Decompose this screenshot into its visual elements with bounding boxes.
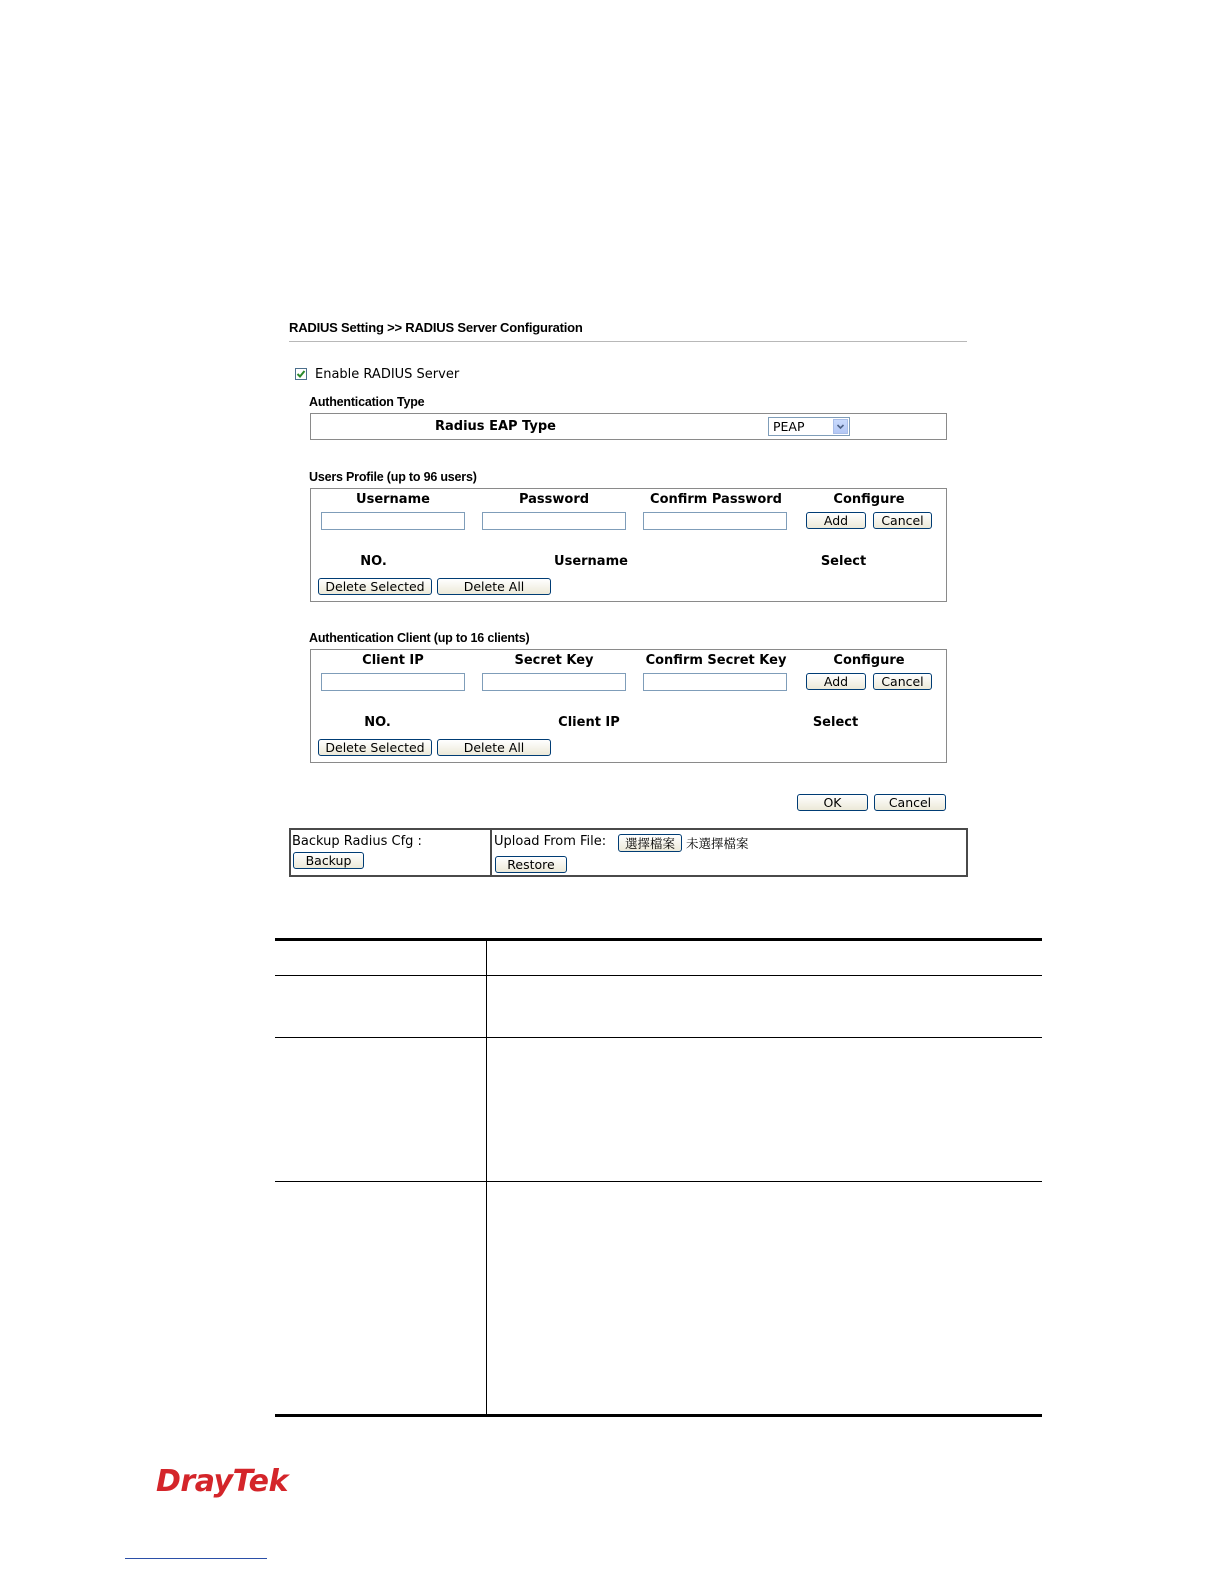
- eap-type-value: PEAP: [773, 419, 805, 434]
- confirm-secret-key-header: Confirm Secret Key: [645, 653, 787, 668]
- password-header: Password: [518, 492, 590, 507]
- confirm-password-header: Confirm Password: [650, 492, 782, 507]
- client-ip-header: Client IP: [362, 653, 424, 668]
- title-divider: [289, 341, 967, 342]
- doc-table-header-rule: [275, 975, 1042, 976]
- users-no-header: NO.: [360, 554, 387, 569]
- page-title: RADIUS Setting >> RADIUS Server Configuration: [289, 320, 583, 335]
- users-delete-all-button[interactable]: Delete All: [437, 578, 551, 595]
- users-profile-box: [310, 488, 947, 602]
- cancel-client-button[interactable]: Cancel: [873, 673, 932, 690]
- enable-radius-checkbox[interactable]: [295, 368, 307, 380]
- cancel-user-button[interactable]: Cancel: [873, 512, 932, 529]
- footer-rule: [125, 1558, 267, 1559]
- chevron-down-icon[interactable]: [833, 419, 848, 434]
- users-profile-title: Users Profile (up to 96 users): [309, 470, 477, 484]
- enable-radius-label: Enable RADIUS Server: [315, 367, 460, 382]
- confirm-secret-key-input[interactable]: [643, 673, 787, 691]
- auth-type-title: Authentication Type: [309, 395, 425, 409]
- username-header: Username: [356, 492, 430, 507]
- secret-key-input[interactable]: [482, 673, 626, 691]
- backup-restore-table: [289, 828, 968, 877]
- add-client-button[interactable]: Add: [806, 673, 866, 690]
- doc-table-bottom-rule: [275, 1414, 1042, 1417]
- auth-client-box: [310, 649, 947, 763]
- secret-key-header: Secret Key: [514, 653, 594, 668]
- client-ip-input[interactable]: [321, 673, 465, 691]
- add-user-button[interactable]: Add: [806, 512, 866, 529]
- password-input[interactable]: [482, 512, 626, 530]
- eap-type-label: Radius EAP Type: [435, 419, 556, 434]
- doc-table-top-rule: [275, 938, 1042, 941]
- clients-ip-header: Client IP: [558, 715, 620, 730]
- clients-select-header: Select: [812, 715, 859, 730]
- ok-button[interactable]: OK: [797, 794, 868, 811]
- no-file-chosen-text: 未選擇檔案: [686, 836, 749, 851]
- backup-button[interactable]: Backup: [293, 852, 364, 869]
- cancel-button[interactable]: Cancel: [874, 794, 946, 811]
- users-username-header: Username: [554, 554, 628, 569]
- clients-no-header: NO.: [364, 715, 391, 730]
- doc-table-row-rule: [275, 1037, 1042, 1038]
- doc-table-row-rule: [275, 1181, 1042, 1182]
- confirm-password-input[interactable]: [643, 512, 787, 530]
- draytek-logo: DrayTek: [156, 1464, 288, 1499]
- restore-button[interactable]: Restore: [495, 856, 567, 873]
- doc-table-column-divider: [486, 940, 487, 1415]
- client-configure-header: Configure: [833, 653, 905, 668]
- choose-file-button[interactable]: 選擇檔案: [618, 834, 682, 852]
- upload-label: Upload From File:: [494, 834, 607, 849]
- auth-type-box: [310, 413, 947, 440]
- backup-table-divider: [490, 830, 492, 875]
- eap-type-select[interactable]: [768, 417, 850, 436]
- configure-header: Configure: [833, 492, 905, 507]
- clients-delete-all-button[interactable]: Delete All: [437, 739, 551, 756]
- username-input[interactable]: [321, 512, 465, 530]
- clients-delete-selected-button[interactable]: Delete Selected: [318, 739, 432, 756]
- auth-client-title: Authentication Client (up to 16 clients): [309, 631, 530, 645]
- check-icon: [296, 369, 306, 379]
- users-delete-selected-button[interactable]: Delete Selected: [318, 578, 432, 595]
- users-select-header: Select: [820, 554, 867, 569]
- backup-label: Backup Radius Cfg :: [292, 834, 422, 849]
